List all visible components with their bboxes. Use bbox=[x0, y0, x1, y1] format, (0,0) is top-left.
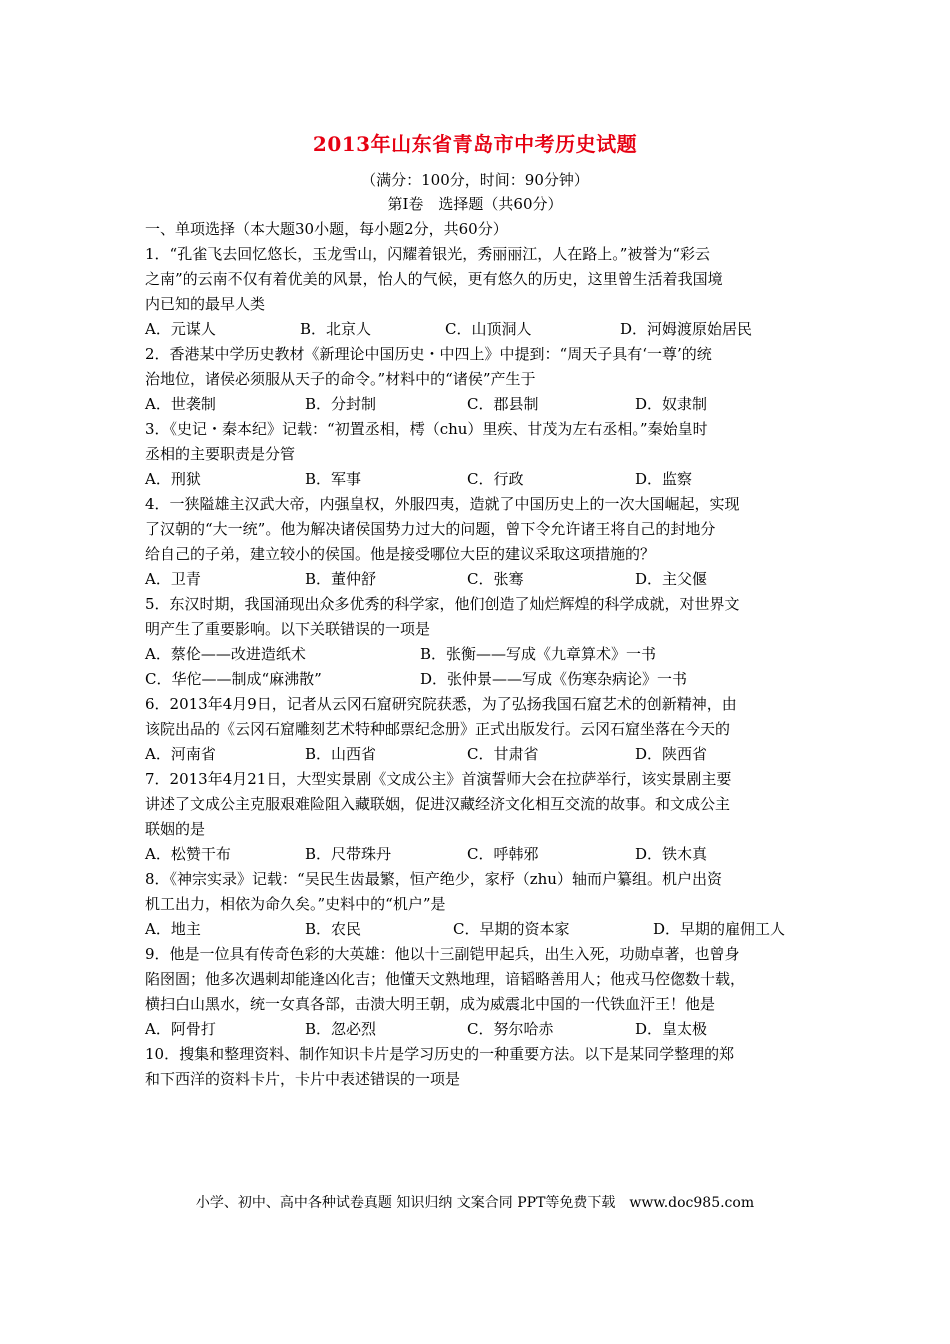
question bbox=[145, 942, 815, 1042]
option: A．阿骨打 bbox=[145, 1020, 216, 1038]
part-heading: 第Ⅰ卷 选择题（共60分） bbox=[387, 195, 563, 213]
option: C．张骞 bbox=[467, 570, 524, 588]
question-text-line: 了汉朝的“大一统”。他为解决诸侯国势力过大的问题，曾下令允许诸王将自己的封地分 bbox=[145, 520, 716, 538]
option: A．蔡伦——改进造纸术 bbox=[145, 645, 306, 663]
option: C．华佗——制成“麻沸散” bbox=[145, 670, 322, 688]
question-text-line: 机工出力，相依为命久矣。”史料中的“机户”是 bbox=[145, 895, 446, 913]
question-text-line: 联姻的是 bbox=[145, 820, 206, 838]
option: D．皇太极 bbox=[635, 1020, 708, 1038]
option: B．北京人 bbox=[300, 320, 372, 338]
option: B．忽必烈 bbox=[305, 1020, 377, 1038]
question-text-line: 横扫白山黑水，统一女真各部，击溃大明王朝，成为威震北中国的一代铁血汗王！他是 bbox=[145, 995, 716, 1013]
option: D．张仲景——写成《伤寒杂病论》一书 bbox=[420, 670, 688, 688]
option: C．山顶洞人 bbox=[445, 320, 532, 338]
option-row bbox=[145, 467, 815, 492]
option: A．世袭制 bbox=[145, 395, 216, 413]
option: B．董仲舒 bbox=[305, 570, 377, 588]
option: B．农民 bbox=[305, 920, 362, 938]
question bbox=[145, 767, 815, 867]
question bbox=[145, 417, 815, 492]
option: C．努尔哈赤 bbox=[467, 1020, 554, 1038]
option-row bbox=[145, 642, 815, 667]
question-text-line: 8．《神宗实录》记载：“吴民生齿最繁，恒产绝少，家杼（zhu）轴而户纂组。机户出资 bbox=[145, 870, 722, 888]
question-text-line: 治地位，诸侯必须服从天子的命令。”材料中的“诸侯”产生于 bbox=[145, 370, 536, 388]
option: A．刑狱 bbox=[145, 470, 201, 488]
option: C．早期的资本家 bbox=[453, 920, 570, 938]
option: C．行政 bbox=[467, 470, 524, 488]
question bbox=[145, 342, 815, 417]
section-heading: 一、单项选择（本大题30小题，每小题2分，共60分） bbox=[145, 220, 508, 238]
option-row bbox=[145, 742, 815, 767]
question-text-line: 给自己的子弟，建立较小的侯国。他是接受哪位大臣的建议采取这项措施的？ bbox=[145, 545, 656, 563]
option-row bbox=[145, 917, 815, 942]
option: D．铁木真 bbox=[635, 845, 708, 863]
option: D．陕西省 bbox=[635, 745, 708, 763]
exam-title: 2013年山东省青岛市中考历史试题 bbox=[312, 132, 638, 156]
option: D．监察 bbox=[635, 470, 693, 488]
footer-text: 小学、初中、高中各种试卷真题 知识归纳 文案合同 PPT等免费下载 www.doc985.com bbox=[195, 1195, 755, 1211]
question-text-line: 之南”的云南不仅有着优美的风景，怡人的气候，更有悠久的历史，这里曾生活着我国境 bbox=[145, 270, 723, 288]
question-text-line: 10．搜集和整理资料、制作知识卡片是学习历史的一种重要方法。以下是某同学整理的郑 bbox=[145, 1045, 735, 1063]
question-text-line: 3．《史记・秦本纪》记载：“初置丞相，樗（chu）里疾、甘茂为左右丞相。”秦始皇时 bbox=[145, 420, 708, 438]
question bbox=[145, 492, 815, 592]
question-text-line: 丞相的主要职责是分管 bbox=[145, 445, 296, 463]
question bbox=[145, 867, 815, 942]
option: B．尺带珠丹 bbox=[305, 845, 392, 863]
option: C．呼韩邪 bbox=[467, 845, 539, 863]
option-row bbox=[145, 667, 815, 692]
question-text-line: 9．他是一位具有传奇色彩的大英雄：他以十三副铠甲起兵，出生入死，功勋卓著，也曾身 bbox=[145, 945, 740, 963]
option: B．分封制 bbox=[305, 395, 377, 413]
option: A．河南省 bbox=[145, 745, 216, 763]
option: A．元谋人 bbox=[145, 320, 216, 338]
question-text-line: 4．一狭隘雄主汉武大帝，内强皇权，外服四夷，造就了中国历史上的一次大国崛起，实现 bbox=[145, 495, 740, 513]
question-text-line: 该院出品的《云冈石窟雕刻艺术特种邮票纪念册》正式出版发行。云冈石窟坐落在今天的 bbox=[145, 720, 731, 738]
option-row bbox=[145, 317, 815, 342]
question-text-line: 讲述了文成公主克服艰难险阻入藏联姻，促进汉藏经济文化相互交流的故事。和文成公主 bbox=[145, 795, 731, 813]
question-text-line: 明产生了重要影响。以下关联错误的一项是 bbox=[145, 620, 431, 638]
option: D．早期的雇佣工人 bbox=[653, 920, 786, 938]
question-text-line: 5．东汉时期，我国涌现出众多优秀的科学家，他们创造了灿烂辉煌的科学成就，对世界文 bbox=[145, 595, 740, 613]
question-text-line: 6．2013年4月9日，记者从云冈石窟研究院获悉，为了弘扬我国石窟艺术的创新精神，由 bbox=[145, 695, 737, 713]
question bbox=[145, 592, 815, 692]
option: B．山西省 bbox=[305, 745, 377, 763]
option-row bbox=[145, 842, 815, 867]
option: A．卫青 bbox=[145, 570, 201, 588]
option-row bbox=[145, 1017, 815, 1042]
option-row bbox=[145, 567, 815, 592]
question bbox=[145, 242, 815, 342]
option: C．甘肃省 bbox=[467, 745, 539, 763]
option: D．奴隶制 bbox=[635, 395, 708, 413]
option: C．郡县制 bbox=[467, 395, 539, 413]
option-row bbox=[145, 392, 815, 417]
question-text-line: 内已知的最早人类 bbox=[145, 295, 266, 313]
option: B．军事 bbox=[305, 470, 362, 488]
question-text-line: 2．香港某中学历史教材《新理论中国历史・中四上》中提到：“周天子具有‘一尊’的统 bbox=[145, 345, 712, 363]
question-text-line: 7．2013年4月21日，大型实景剧《文成公主》首演誓师大会在拉萨举行，该实景剧主要 bbox=[145, 770, 732, 788]
question-list bbox=[145, 217, 815, 1092]
exam-meta: （满分：100分，时间：90分钟） bbox=[361, 171, 589, 189]
question bbox=[145, 1042, 815, 1092]
question-text-line: 和下西洋的资料卡片，卡片中表述错误的一项是 bbox=[145, 1070, 461, 1088]
option: A．地主 bbox=[145, 920, 201, 938]
option: A．松赞干布 bbox=[145, 845, 231, 863]
option: B．张衡——写成《九章算术》一书 bbox=[420, 645, 657, 663]
option: D．河姆渡原始居民 bbox=[620, 320, 753, 338]
question-text-line: 1．“孔雀飞去回忆悠长，玉龙雪山，闪耀着银光，秀丽丽江，人在路上。”被誉为“彩云 bbox=[145, 245, 711, 263]
option: D．主父偃 bbox=[635, 570, 708, 588]
question bbox=[145, 692, 815, 767]
question-text-line: 陷囹圄；他多次遇刺却能逢凶化吉；他懂天文熟地理，谙韬略善用人；他戎马倥偬数十载， bbox=[145, 970, 746, 988]
